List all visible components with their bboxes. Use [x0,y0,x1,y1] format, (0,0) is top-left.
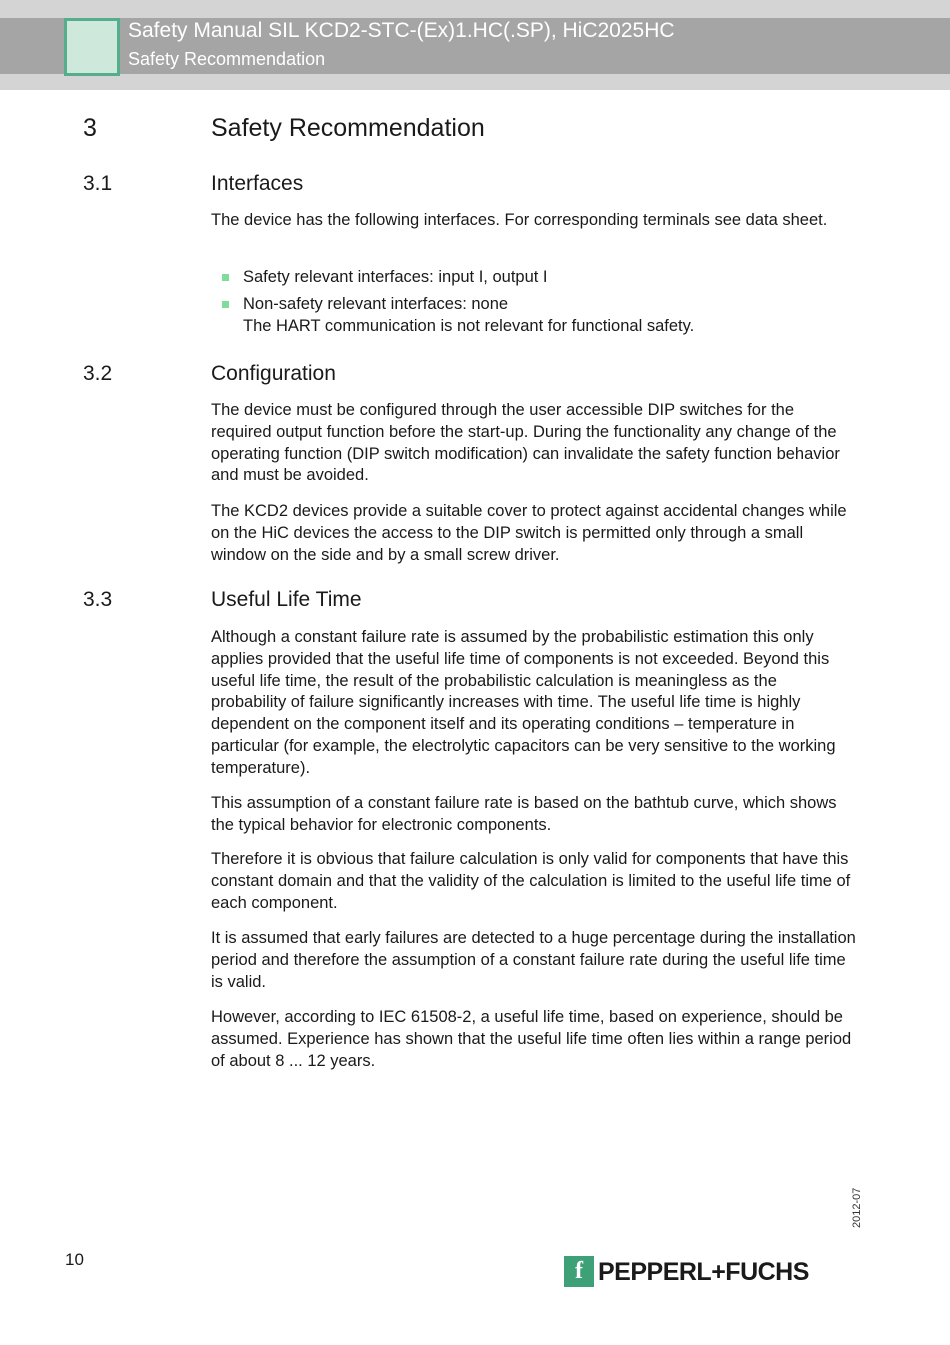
bullet-square-icon [222,301,229,308]
section-3-1-number: 3.1 [83,172,113,195]
interfaces-list [211,267,856,337]
configuration-paragraph-2: The KCD2 devices provide a suitable cover to protect against accidental changes while on the HiC devices the access to the DIP switch is permitted only through a small window on the side and by a small screw driver. [211,502,847,564]
bullet-square-icon [222,274,229,281]
useful-life-paragraph-5: However, according to IEC 61508-2, a useful life time, based on experience, should be assumed. Experience has shown that the useful life time often lies within a range period of about 8 ... 12 years. [211,1008,852,1070]
logo-text: PEPPERL+FUCHS [598,1258,809,1286]
list-item [211,267,856,289]
list-item [211,294,856,338]
section-3-3-title: Useful Life Time [211,588,362,611]
logo-mark-icon: f [564,1256,594,1287]
date-code: 2012-07 [851,1187,863,1228]
useful-life-paragraph-2: This assumption of a constant failure rate is based on the bathtub curve, which shows the typical behavior for electronic components. [211,794,837,834]
section-3-1-title: Interfaces [211,172,304,195]
interfaces-intro: The device has the following interfaces. For corresponding terminals see data sheet. [211,211,828,229]
section-3-2-number: 3.2 [83,362,113,385]
bullet-text: Safety relevant interfaces: input I, output I [243,268,548,286]
useful-life-paragraph-1: Although a constant failure rate is assumed by the probabilistic estimation this only applies provided that the useful life time of components is not exceeded. Beyond this useful life time, the result of the probabilistic calculation is meaningless as the probability of failure significantly increases with time. The useful life time is highly dependent on the component itself and its operating conditions – temperature in particular (for example, the electrolytic capacitors can be very sensitive to the working temperature). [211,628,836,777]
chapter-subtitle: Safety Recommendation [128,49,326,69]
bullet-note: The HART communication is not relevant for functional safety. [243,316,695,335]
section-3-number: 3 [83,114,97,142]
document-title: Safety Manual SIL KCD2-STC-(Ex)1.HC(.SP), HiC2025HC [128,19,675,42]
useful-life-paragraph-3: Therefore it is obvious that failure calculation is only valid for components that have this constant domain and that the validity of the calculation is limited to the useful life time of each component. [211,850,851,912]
bullet-text: Non-safety relevant interfaces: none [243,294,509,313]
header-accent-square [64,18,120,76]
section-3-3-number: 3.3 [83,588,113,611]
section-3-title: Safety Recommendation [211,114,485,142]
page-number: 10 [65,1250,84,1269]
useful-life-paragraph-4: It is assumed that early failures are detected to a huge percentage during the installation period and therefore the assumption of a constant failure rate during the useful life time is valid. [211,929,856,991]
section-3-2-title: Configuration [211,362,336,385]
configuration-paragraph-1: The device must be configured through the user accessible DIP switches for the required output function before the start-up. During the functionality any change of the operating function (DIP switch modification) can invalidate the safety function behavior and must be avoided. [211,401,840,485]
